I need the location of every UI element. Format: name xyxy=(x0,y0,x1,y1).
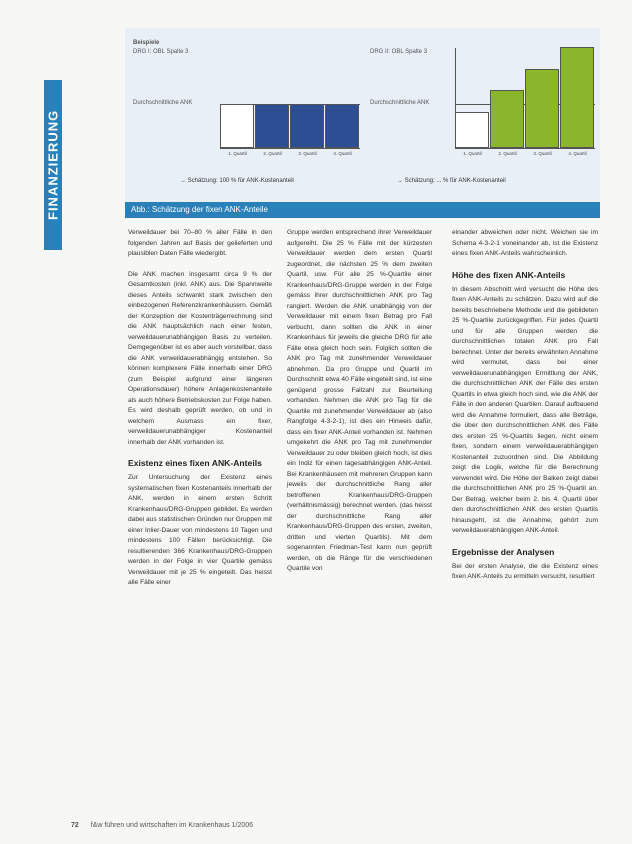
figure xyxy=(125,28,600,218)
tick-label: 1. Quartil xyxy=(228,151,247,156)
example-title: Beispiele xyxy=(133,40,160,46)
bar-2 xyxy=(490,90,524,148)
bar-4 xyxy=(325,104,359,148)
paragraph: Gruppe werden entsprechend ihrer Verweildauer aufgereiht. Die 25 % Fälle mit der kürzesten Verweildauer werden dem ersten Quartil zugeordnet, die nächsten 25 % dem zweiten Quartil, usw. Für alle 25 %-Quartile einer Krankenhaus/DRG-Gruppe werden in der Folge gemäss ihrer durchschnittlichen ANK pro Tag rangiert. Werden die ANK unabhängig von der Verweildauer mit einem fixen Betrag pro Fall verbucht, dann sollten die ANK in einer Krankenhaus für jeweils die gleiche DRG für alle Fälle etwa gleich hoch sein. Folglich sollten die ANK pro Tag mit zunehmender Verweildauer abnehmen. Da pro Gruppe und Quartil im Durchschnitt etwa 40 Fälle eingeteilt sind, ist eine genügend grosse Fallzahl zur Beurteilung vorhanden. Nehmen die ANK pro Tag für die Quartile mit zunehmender Verweildauer ab (also Rangfolge 4-3-2-1), ist dies ein Hinweis dafür, dass ein fixer ANK-Anteil vorhanden ist. Nehmen umgekehrt die ANK pro Tag mit zunehmender Verweildauer zu oder bleiben gleich hoch, ist dies ein Indiz für einen tagesabhängigen ANK-Anteil. Bei Krankenhäusern mit mehreren Gruppen kann jeweils der durchschnittliche Rang aller betroffenen Krankenhaus/DRG-Gruppen (verhältnismässig) berechnet werden. (das heisst der durchschnittliche Rang aller Krankenhaus/DRG-Gruppen des ersten, zweiten, dritten und vierten Quartils). Mit dem sogenannten Friedman-Test kann nun geprüft werden, ob die Ränge für die verschiedenen Quartile von xyxy=(287,229,432,572)
text-column-2 xyxy=(287,228,432,585)
tick-label: 1. Quartil xyxy=(463,151,482,156)
right-x-axis xyxy=(455,148,595,149)
bar-3 xyxy=(525,69,559,148)
heading: Höhe des fixen ANK-Anteils xyxy=(452,269,566,280)
page-footer xyxy=(71,822,253,829)
tick-label: 2. Quartil xyxy=(263,151,282,156)
footer-source: f&w führen und wirtschaften im Krankenhaus 1/2006 xyxy=(90,822,254,829)
tick-label: 4. Quartil xyxy=(568,151,587,156)
heading: Ergebnisse der Analysen xyxy=(452,546,555,557)
bar-1 xyxy=(455,112,489,148)
tick-label: 3. Quartil xyxy=(533,151,552,156)
bar-1 xyxy=(220,104,254,148)
tick-label: 3. Quartil xyxy=(298,151,317,156)
paragraph: In diesem Abschnitt wird versucht die Höhe des fixen ANK-Anteils zu schätzen. Dazu wird auf die bereits beschriebene Methode und die gebildeten 25 %-Quartile zurückgegriffen. Für jedes Quartil und für alle Gruppen werden die durchschnittlichen totalen ANK pro Fall berechnet. Unter der bereits erwähnten Annahme wird vermutet, dass bei einer verweildauerunabhängigen Ermittlung der ANK, die durchschnittlichen ANK der Fälle des ersten Quartils in etwa gleich hoch sind, wie die ANK der Fälle in den anderen Quartilen. Darauf aufbauend wird die Annahme formuliert, dass alle Beträge, die über den durchschnittlichen ANK des Fälle des ersten 25 %-Quartils liegen, nicht einem fixen, sondern einem verweildauerabhängigen Kostenanteil zuzuordnen sind. Die Abbildung zeigt die Logik, welche für die Berechnung verwendet wird. Die Höhe der Balken zeigt dabei die durchschnittlichen ANK pro 25 %-Quartil an. Der Betrag, welcher beim 2. bis 4. Quartil über den durchschnittlichen ANK des ersten Quartils hinausgeht, ist die Annahme, gehört zum verweildauerabhängigen ANK-Anteil. xyxy=(452,285,598,534)
example-sub-right: DRG II: OBL Spalte 3 xyxy=(370,49,428,55)
tick-label: 2. Quartil xyxy=(498,151,517,156)
paragraph: einander abweichen oder nicht. Weichen sie im Schema 4-3-2-1 voneinander ab, ist die Existenz eines fixen ANK-Anteils wahrscheinlich. xyxy=(452,229,598,257)
left-note: → Schätzung: 100 % für ANK-Kostenanteil xyxy=(180,178,294,184)
left-x-axis xyxy=(220,148,360,149)
bar-4 xyxy=(560,47,594,148)
text-column-1 xyxy=(128,228,272,599)
left-ylabel: Durchschnittliche ANK xyxy=(133,100,193,106)
example-sub-left: DRG I: OBL Spalte 3 xyxy=(133,49,189,55)
section-label: FINANZIERUNG xyxy=(44,80,62,250)
heading: Existenz eines fixen ANK-Anteils xyxy=(128,458,262,468)
tick-label: 4. Quartil xyxy=(333,151,352,156)
text-column-3 xyxy=(452,228,598,593)
figure-caption: Abb.: Schätzung der fixen ANK-Anteile xyxy=(125,202,600,218)
bar-2 xyxy=(255,104,289,148)
page-number: 72 xyxy=(71,822,79,829)
right-note: → Schätzung: ... % für ANK-Kostenanteil xyxy=(397,178,506,184)
paragraph: Die ANK machen insgesamt circa 9 % der Gesamtkosten (inkl. ANK) aus. Die Spannweite dieses Anteils schwankt stark zwischen den einbezogenen Referenzkrankenhäusern. Gemäß der Konzeption der Kostenträgerrechnung sind die ANK hauptsächlich nach einer festen, verweildauerunabhängigen Basis zu verteilen. Demgegenüber ist es aber auch vorstellbar, dass die ANK verweildauerabhängig entstehen. So können komplexere Fälle innerhalb einer DRG (zum Beispiel aufgrund einer längeren Operationsdauer) höhere Anlagenkostenanteile als auch höhere Betriebskosten zur Folge haben. Es wird deshalb geprüft werden, ob und in welchem Ausmass ein fixer, verweildauerunabhängiger Kostenanteil innerhalb der ANK vorhanden ist. xyxy=(128,270,272,446)
paragraph: Bei der ersten Analyse, die die Existenz eines fixen ANK-Anteils zu ermitteln versucht, resultiert xyxy=(452,562,598,580)
bar-3 xyxy=(290,104,324,148)
paragraph: Verweildauer bei 70–80 % aller Fälle in den folgenden Jahren auf Basis der gelieferten und plausiblen Daten Fälle wiedergibt. xyxy=(128,229,272,257)
page-margin xyxy=(0,0,22,844)
paragraph: Zur Untersuchung der Existenz eines systematischen fixen Kostenanteils innerhalb der ANK, werden in einem ersten Schritt Krankenhaus/DRG-Gruppen gebildet. Es werden dabei aus statistischen Gründen nur Gruppen mit einer Inlier-Dauer von mindestens 10 Tagen und mindestens 100 Fällen berücksichtigt. Die resultierenden 366 Krankenhaus/DRG-Gruppen werden in der Folge in vier Quartile gemäss Verweildauer mit je 25 % eingeteilt. Das heisst alle Fälle einer xyxy=(128,474,272,586)
right-ylabel: Durchschnittliche ANK xyxy=(370,100,430,106)
